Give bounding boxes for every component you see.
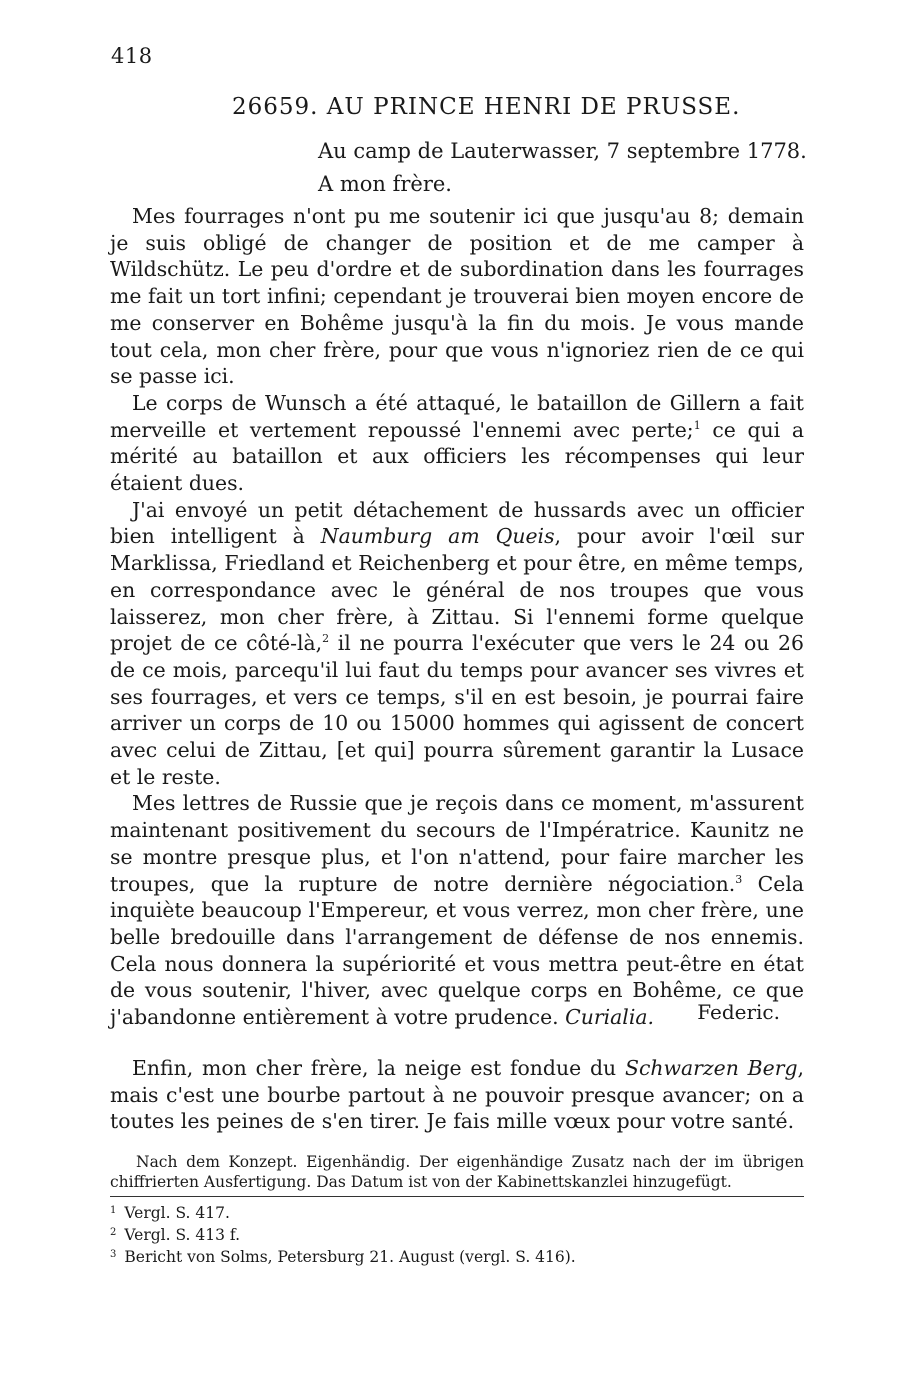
footnote-ref-1: 1 — [693, 418, 701, 432]
footnotes — [110, 1201, 576, 1267]
paragraph-3-text-c: il ne pourra l'exécuter que vers le 24 ou 26 de ce mois, parcequ'il lui faut du temps pour avancer ses vivres et ses fourrages, et vers ce temps, s'il en est besoin, je pourrai faire arriver un corps de 10 ou 15000 hommes qui agissent de concert avec celui de Zittau, [et qui] pourra sûrement garantir la Lusace et le reste. — [110, 631, 805, 789]
source-note — [110, 1153, 804, 1192]
letter-body — [110, 203, 804, 1031]
footnote-ref-2: 2 — [322, 632, 330, 646]
letter-title: 26659. AU PRINCE HENRI DE PRUSSE. — [232, 94, 741, 120]
postscript-text-a: Enfin, mon cher frère, la neige est fondue du — [132, 1056, 626, 1080]
page-number: 418 — [111, 44, 153, 68]
paragraph-4-text-b: Cela inquiète beaucoup l'Empereur, et vous verrez, mon cher frère, une belle bredouille dans l'arrangement de défense de nos ennemis. Cela nous donnera la supériorité et vous mettra peut-être en état de vous soutenir, l'hiver, avec quelque corps en Bohême, ce que j'abandonne entièrement à votre prudence. — [110, 871, 804, 1030]
paragraph-4 — [110, 790, 804, 1030]
place-name-italic: Naumburg am Queis — [320, 524, 555, 549]
paragraph-4-text-a: Mes lettres de Russie que je reçois dans ce moment, m'assurent maintenant positivement du secours de l'Impératrice. Kaunitz ne se montre presque plus, et l'on n'attend, pour faire marcher les troupes, que la rupture de notre dernière négociation. — [110, 791, 804, 896]
salutation: A mon frère. — [318, 172, 452, 196]
footnote-2 — [110, 1223, 576, 1245]
curialia-italic: Curialia. — [565, 1005, 654, 1030]
footnote-1 — [110, 1201, 576, 1223]
footnote-2-mark: 2 — [110, 1227, 117, 1238]
footnote-2-text: Vergl. S. 413 f. — [124, 1226, 241, 1244]
postscript-italic: Schwarzen Berg — [625, 1056, 798, 1080]
postscript — [110, 1055, 804, 1135]
postscript-text-b: , mais c'est une bourbe partout à ne pouvoir presque avancer; on a toutes les peines de s'en tirer. Je fais mille vœux pour votre santé. — [110, 1056, 804, 1134]
footnote-3-text: Bericht von Solms, Petersburg 21. August (vergl. S. 416). — [124, 1248, 576, 1266]
paragraph-1 — [110, 203, 804, 390]
paragraph-3 — [110, 497, 804, 791]
footnote-1-mark: 1 — [110, 1205, 117, 1216]
footnote-3 — [110, 1245, 576, 1267]
footnote-3-mark: 3 — [110, 1249, 117, 1260]
paragraph-1-text: Mes fourrages n'ont pu me soutenir ici que jusqu'au 8; demain je suis obligé de changer de position et de me camper à Wildschütz. Le peu d'ordre et de subordination dans les fourrages me fait un tort infini; cependant je trouverai bien moyen encore de me conserver en Bohême jusqu'à la fin du mois. Je vous mande tout cela, mon cher frère, pour que vous n'ignoriez rien de ce qui se passe ici. — [110, 204, 804, 389]
paragraph-3-text-a: J'ai envoyé un petit détachement de hussards avec un officier bien intelligent à — [110, 497, 804, 549]
paragraph-3-text-b: , pour avoir l'œil sur Marklissa, Friedland et Reichenberg et pour être, en même temps, en correspondance avec le général de nos troupes que vous laisserez, mon cher frère, à Zittau. Si l'ennemi forme quelque projet de ce côté-là, — [110, 524, 804, 656]
source-note-text: Nach dem Konzept. Eigenhändig. Der eigenhändige Zusatz nach der im übrigen chiffrierten Ausfertigung. Das Datum ist von der Kabinettskanzlei hinzugefügt. — [110, 1153, 804, 1191]
dateline: Au camp de Lauterwasser, 7 septembre 1778. — [318, 139, 807, 163]
footnote-1-text: Vergl. S. 417. — [124, 1204, 230, 1222]
footnote-ref-3: 3 — [735, 872, 743, 886]
paragraph-2 — [110, 390, 804, 497]
footnote-divider — [110, 1196, 804, 1197]
signature: Federic. — [697, 1000, 780, 1024]
paragraph-2-text-b: ce qui a mérité au bataillon et aux officiers les récompenses qui leur étaient dues. — [110, 417, 804, 496]
postscript-paragraph — [110, 1055, 804, 1135]
paragraph-2-text-a: Le corps de Wunsch a été attaqué, le bataillon de Gillern a fait merveille et vertement repoussé l'ennemi avec perte; — [110, 390, 804, 442]
